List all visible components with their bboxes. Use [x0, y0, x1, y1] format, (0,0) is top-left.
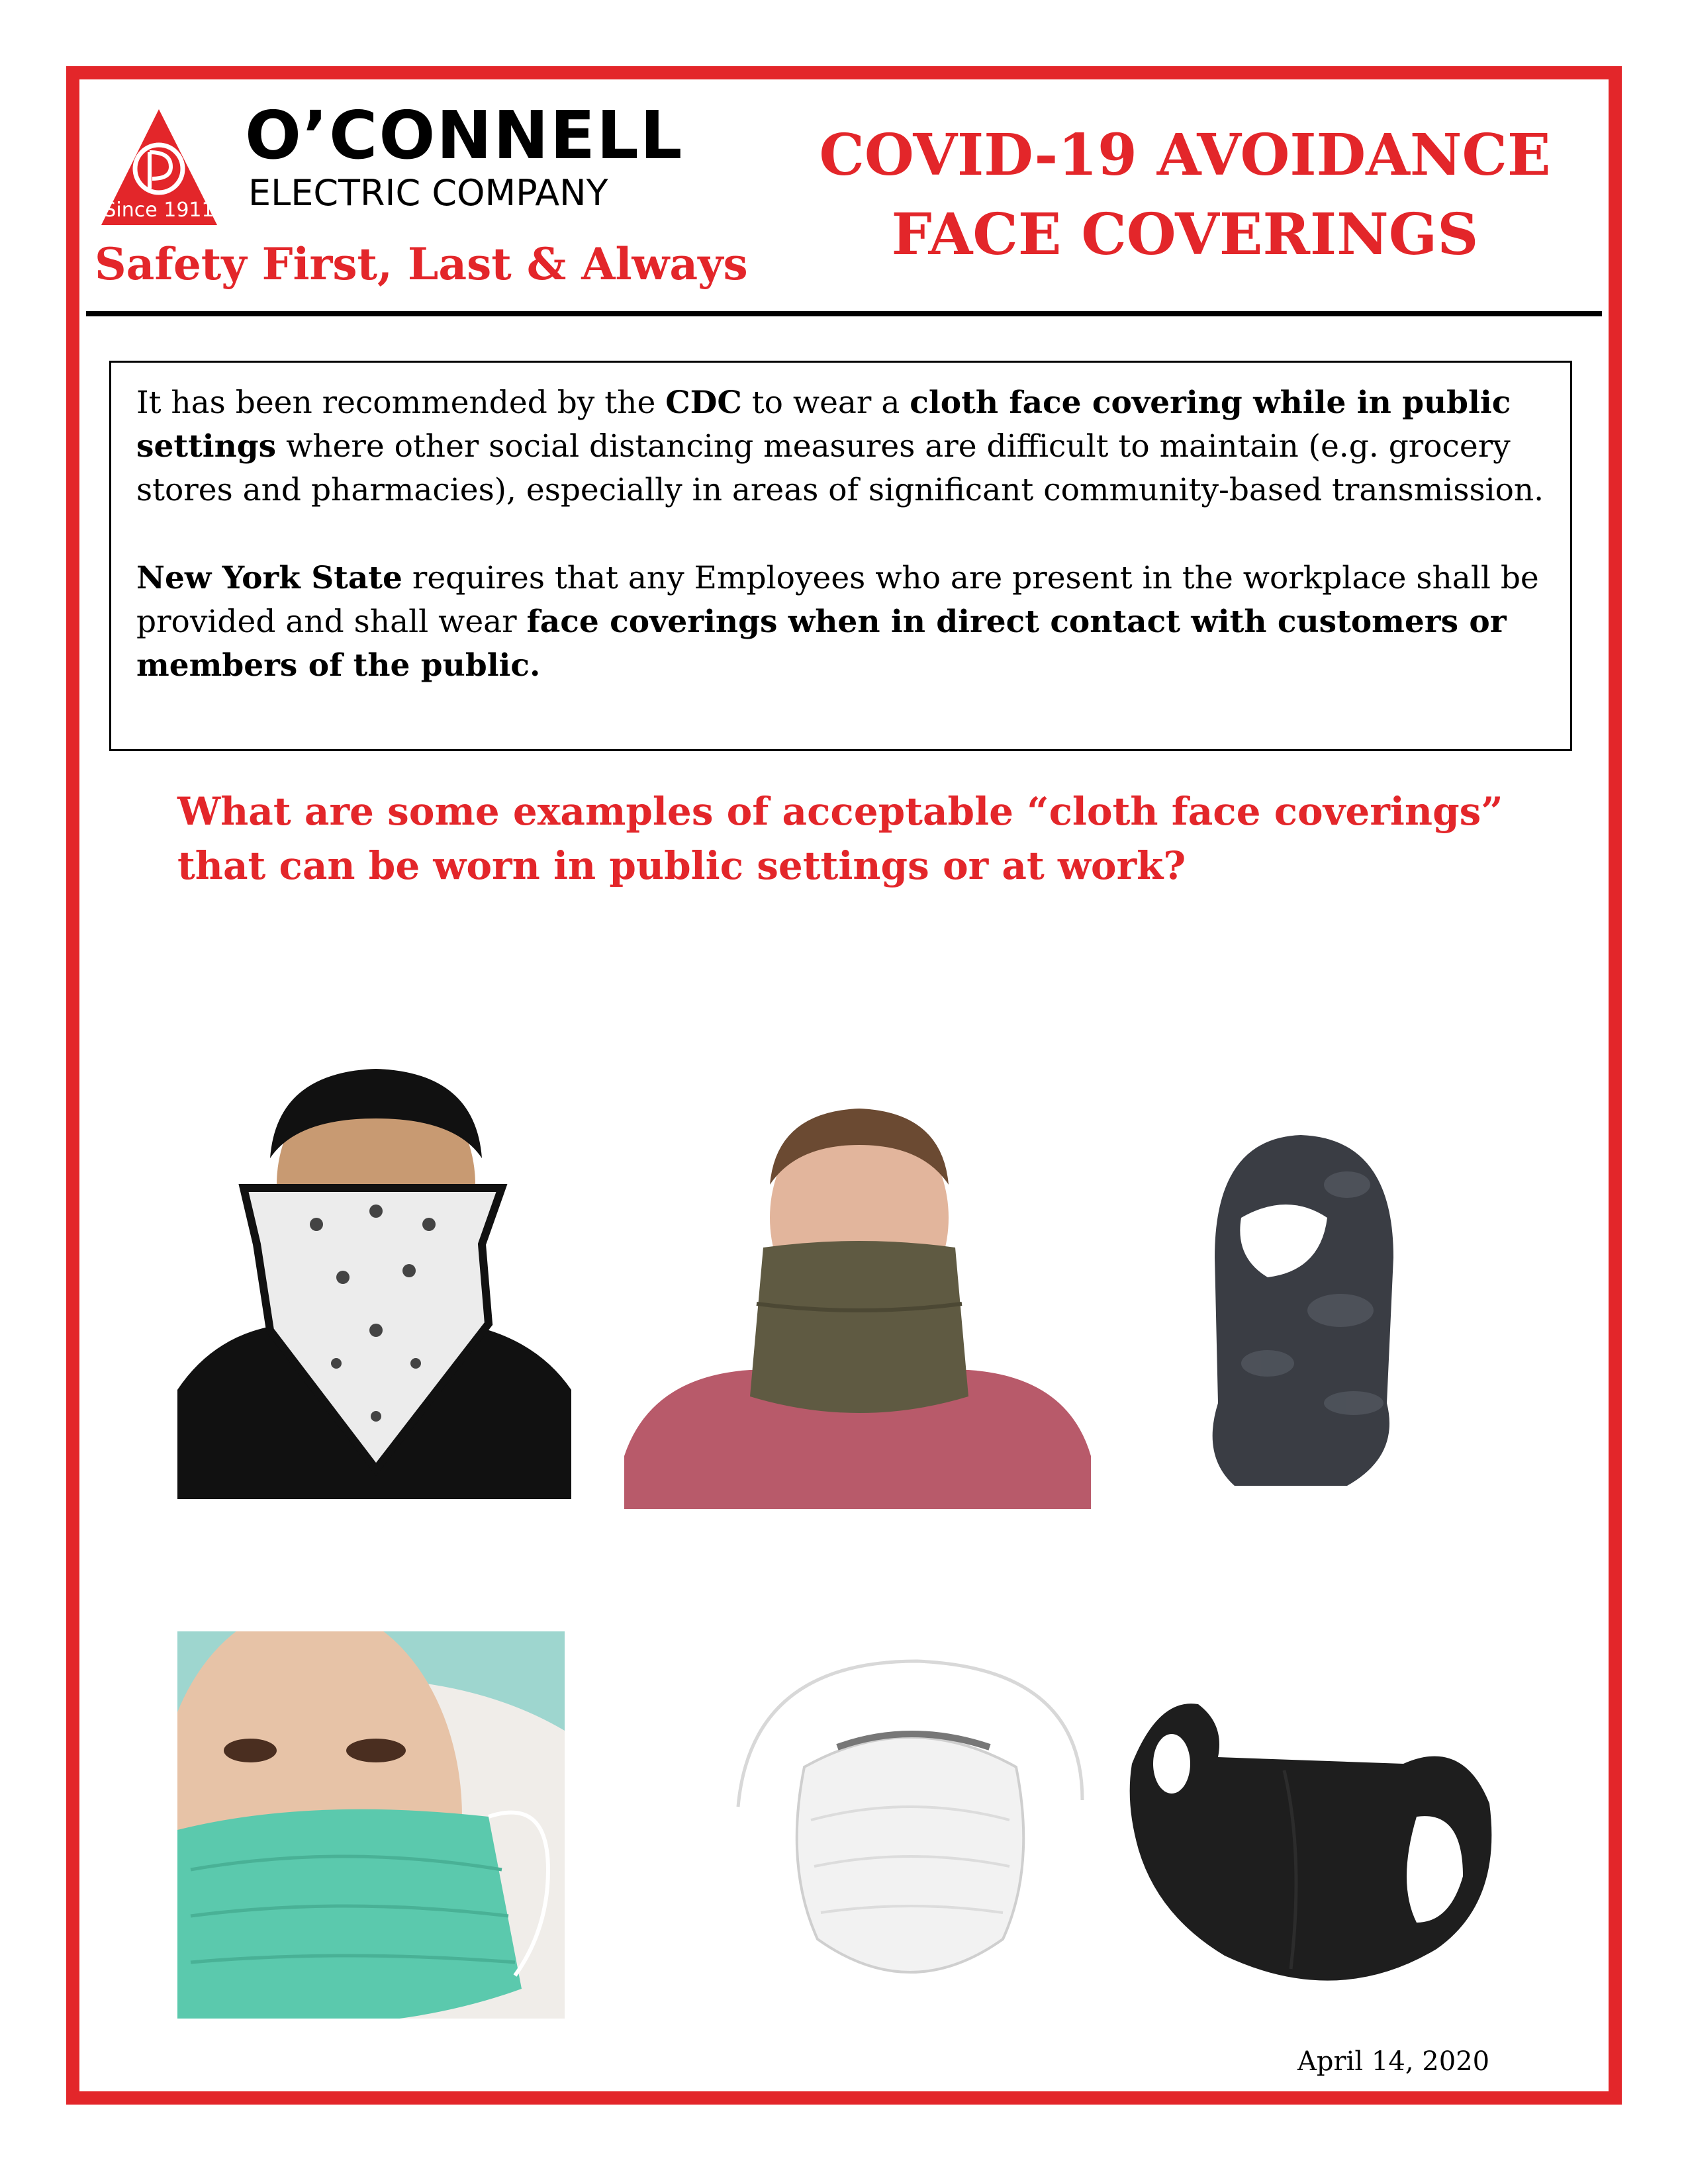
company-subtitle: ELECTRIC COMPANY [248, 172, 608, 214]
text-run-bold: CDC [665, 385, 742, 421]
since-label: Since 1911 [103, 199, 214, 222]
balaclava-photo [1188, 1125, 1413, 1496]
dust-mask-photo [725, 1648, 1096, 2005]
text-run: requires that any Employees who are present in the workplace shall be provided and shall wear [136, 560, 1539, 641]
title-line-1: COVID-19 AVOIDANCE [819, 122, 1551, 189]
title-line-2: FACE COVERINGS [891, 201, 1479, 269]
black-mask-photo [1119, 1684, 1506, 2009]
text-run: where other social distancing measures are difficult to maintain (e.g. grocery stores and pharmacies), especially in areas of significant community-based transmission. [136, 428, 1544, 508]
date-label: April 14, 2020 [1297, 2046, 1490, 2077]
header-divider [86, 311, 1602, 316]
page-title [781, 116, 1589, 275]
slogan: Safety First, Last & Always [95, 238, 748, 290]
company-name: O’CONNELL [245, 97, 684, 174]
text-run-bold: face coverings when in direct contact with customers or members of the public. [136, 604, 1507, 684]
info-paragraph-1 [136, 381, 1545, 512]
text-run-bold: cloth face covering while in public settings [136, 385, 1511, 465]
text-run: to wear a [741, 385, 910, 421]
info-paragraph-2 [136, 557, 1545, 687]
surgical-mask-photo [177, 1631, 565, 2019]
info-box [109, 361, 1572, 751]
bandana-photo [177, 1046, 571, 1499]
text-run-bold: New York State [136, 560, 402, 597]
neck-gaiter-photo [624, 1085, 1091, 1509]
question-heading: What are some examples of acceptable “cloth face coverings” that can be worn in public settings or at work? [177, 789, 1503, 889]
text-run: It has been recommended by the [136, 385, 666, 421]
